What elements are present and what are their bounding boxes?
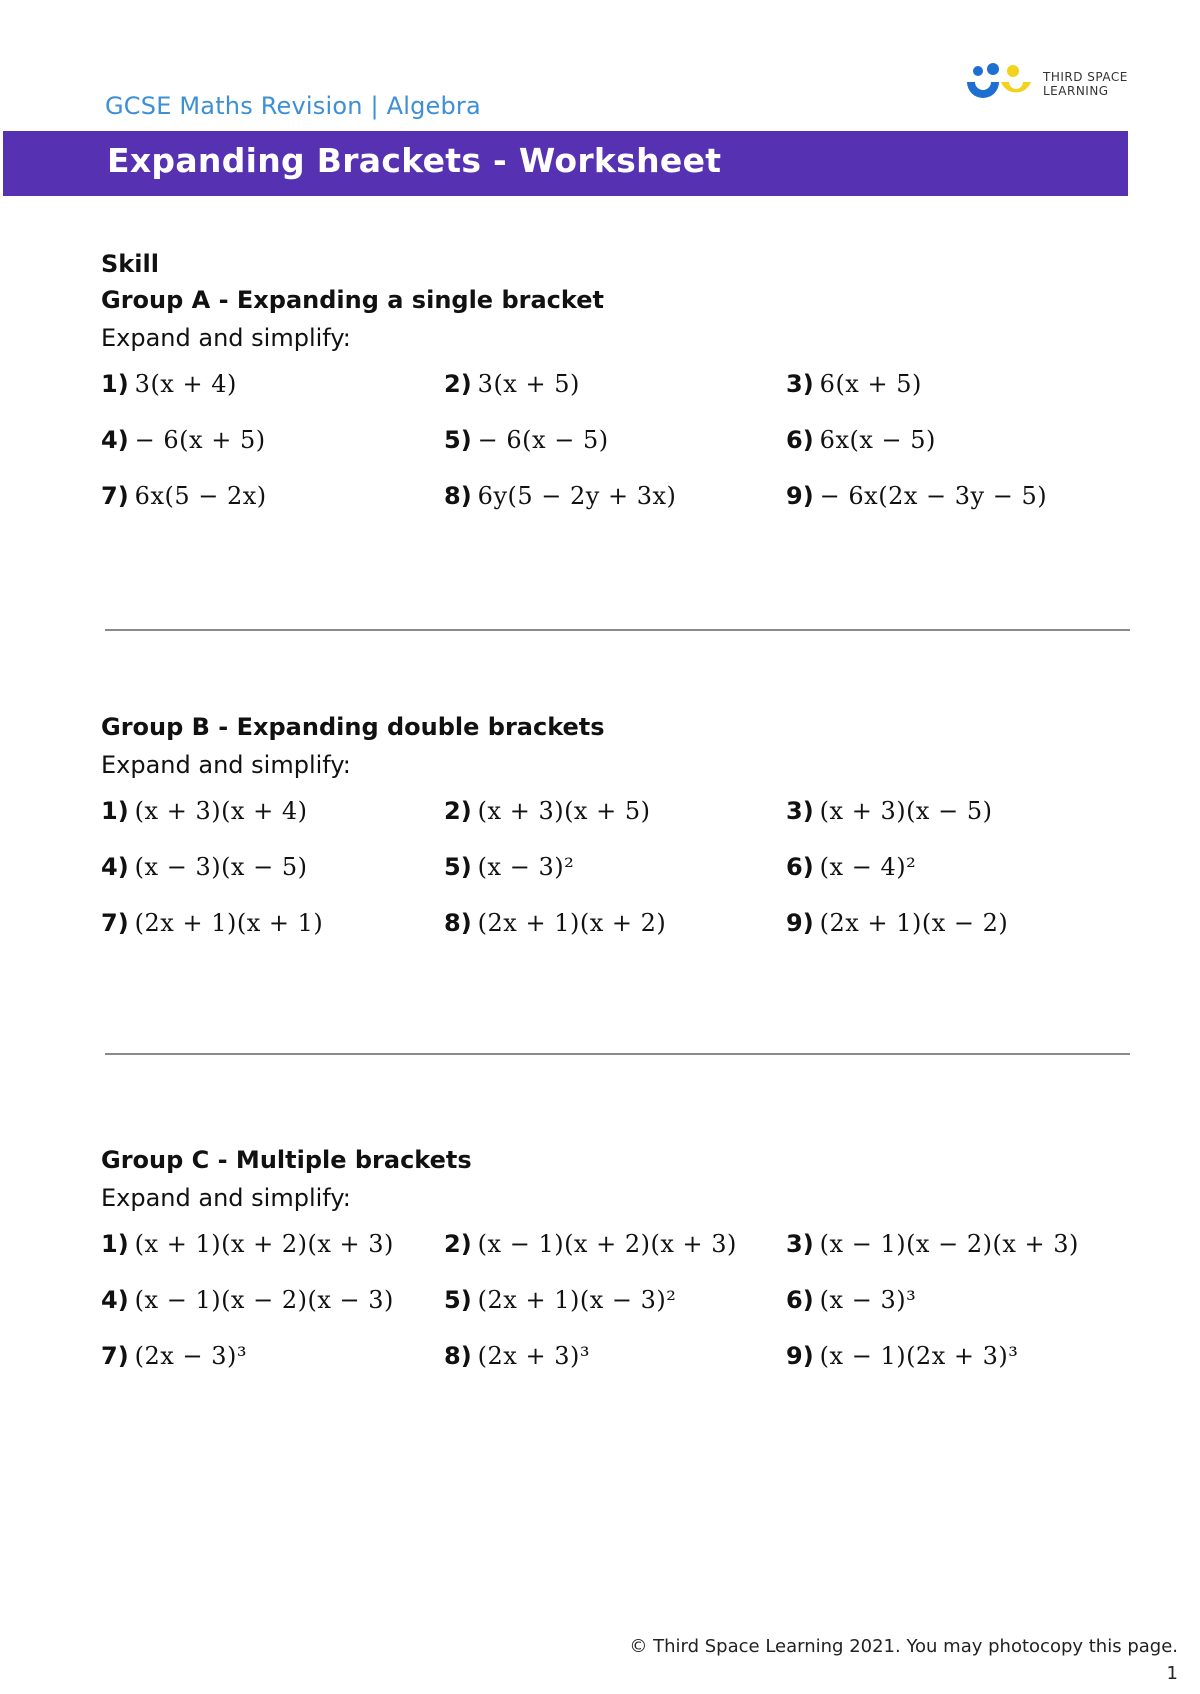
section-divider (105, 629, 1130, 631)
group-title: Group C - Multiple brackets (101, 1146, 472, 1174)
question (786, 426, 936, 454)
question-expression: (x + 1)(x + 2)(x + 3) (134, 1230, 394, 1258)
question-number: 8) (444, 1342, 472, 1370)
question (101, 370, 237, 398)
question-number: 6) (786, 426, 814, 454)
question-number: 3) (786, 1230, 814, 1258)
copyright-footer: © Third Space Learning 2021. You may photocopy this page. (629, 1636, 1178, 1657)
question-expression: (2x + 1)(x + 2) (477, 909, 667, 937)
question-expression: (x − 1)(2x + 3)³ (819, 1342, 1019, 1370)
question-number: 9) (786, 1342, 814, 1370)
question-number: 2) (444, 1230, 472, 1258)
question-number: 7) (101, 1342, 129, 1370)
question-expression: 3(x + 5) (477, 370, 580, 398)
group-instruction: Expand and simplify: (101, 751, 351, 779)
question-expression: (x − 3)(x − 5) (134, 853, 308, 881)
question-number: 9) (786, 909, 814, 937)
question (786, 909, 1008, 937)
page-title: Expanding Brackets - Worksheet (107, 141, 722, 180)
question-expression: 3(x + 4) (134, 370, 237, 398)
question-row (101, 1230, 1151, 1286)
group-c (101, 1146, 1151, 1398)
question (786, 1342, 1018, 1370)
question-expression: (x + 3)(x + 5) (477, 797, 651, 825)
group-a (101, 286, 1151, 538)
question-row (101, 909, 1151, 965)
question (101, 482, 267, 510)
question (786, 370, 922, 398)
question-number: 1) (101, 1230, 129, 1258)
question-expression: (x − 1)(x + 2)(x + 3) (477, 1230, 737, 1258)
question-number: 3) (786, 797, 814, 825)
question-number: 4) (101, 853, 129, 881)
question (786, 482, 1047, 510)
question-expression: (x + 3)(x − 5) (819, 797, 993, 825)
question-expression: (x + 3)(x + 4) (134, 797, 308, 825)
question (786, 1230, 1079, 1258)
question (444, 370, 580, 398)
title-banner (3, 131, 1128, 196)
question (444, 909, 666, 937)
page-subtitle: GCSE Maths Revision | Algebra (105, 92, 481, 120)
question-expression: − 6(x − 5) (477, 426, 609, 454)
section-divider (105, 1053, 1130, 1055)
logo-line-1: THIRD SPACE (1043, 70, 1128, 84)
question-expression: (2x + 1)(x + 1) (134, 909, 324, 937)
question (101, 797, 307, 825)
question-number: 8) (444, 482, 472, 510)
question (444, 1230, 737, 1258)
question (101, 426, 266, 454)
question (101, 1230, 394, 1258)
question-expression: (x − 3)² (477, 853, 575, 881)
page-number: 1 (1166, 1663, 1178, 1684)
question-number: 8) (444, 909, 472, 937)
question-expression: (2x + 1)(x − 3)² (477, 1286, 677, 1314)
question (444, 482, 676, 510)
question-number: 2) (444, 370, 472, 398)
question (444, 797, 650, 825)
question (444, 853, 574, 881)
question-number: 3) (786, 370, 814, 398)
question-number: 2) (444, 797, 472, 825)
group-title: Group A - Expanding a single bracket (101, 286, 604, 314)
question (786, 853, 916, 881)
logo-wordmark (1043, 70, 1128, 98)
question-expression: 6y(5 − 2y + 3x) (477, 482, 677, 510)
question-expression: (2x + 1)(x − 2) (819, 909, 1009, 937)
question (101, 1286, 394, 1314)
question-row (101, 797, 1151, 853)
group-instruction: Expand and simplify: (101, 324, 351, 352)
group-b (101, 713, 1151, 965)
question-number: 1) (101, 370, 129, 398)
question-expression: 6x(x − 5) (819, 426, 936, 454)
question (444, 426, 609, 454)
question-number: 7) (101, 482, 129, 510)
question (786, 797, 992, 825)
question-expression: (x − 4)² (819, 853, 917, 881)
question-expression: (x − 1)(x − 2)(x + 3) (819, 1230, 1079, 1258)
question (101, 853, 307, 881)
question-row (101, 482, 1151, 538)
question (101, 1342, 247, 1370)
question-number: 4) (101, 426, 129, 454)
question-expression: − 6(x + 5) (134, 426, 266, 454)
question-expression: (2x + 3)³ (477, 1342, 590, 1370)
question-row (101, 853, 1151, 909)
question-row (101, 1286, 1151, 1342)
question-expression: (x − 3)³ (819, 1286, 917, 1314)
question (444, 1342, 590, 1370)
logo-mark-icon (965, 62, 1035, 108)
group-title: Group B - Expanding double brackets (101, 713, 605, 741)
question-number: 7) (101, 909, 129, 937)
question-row (101, 426, 1151, 482)
question (444, 1286, 676, 1314)
question-number: 4) (101, 1286, 129, 1314)
question-number: 6) (786, 853, 814, 881)
question-expression: 6x(5 − 2x) (134, 482, 267, 510)
third-space-learning-logo (965, 62, 1140, 108)
question-expression: 6(x + 5) (819, 370, 922, 398)
group-instruction: Expand and simplify: (101, 1184, 351, 1212)
question-expression: (2x − 3)³ (134, 1342, 247, 1370)
question-number: 5) (444, 426, 472, 454)
logo-line-2: LEARNING (1043, 84, 1109, 98)
skill-label: Skill (101, 250, 159, 278)
question-number: 9) (786, 482, 814, 510)
question-number: 5) (444, 853, 472, 881)
question-row (101, 370, 1151, 426)
question-expression: (x − 1)(x − 2)(x − 3) (134, 1286, 394, 1314)
question (786, 1286, 916, 1314)
question-number: 5) (444, 1286, 472, 1314)
question-expression: − 6x(2x − 3y − 5) (819, 482, 1048, 510)
question-number: 6) (786, 1286, 814, 1314)
question (101, 909, 323, 937)
question-number: 1) (101, 797, 129, 825)
question-row (101, 1342, 1151, 1398)
